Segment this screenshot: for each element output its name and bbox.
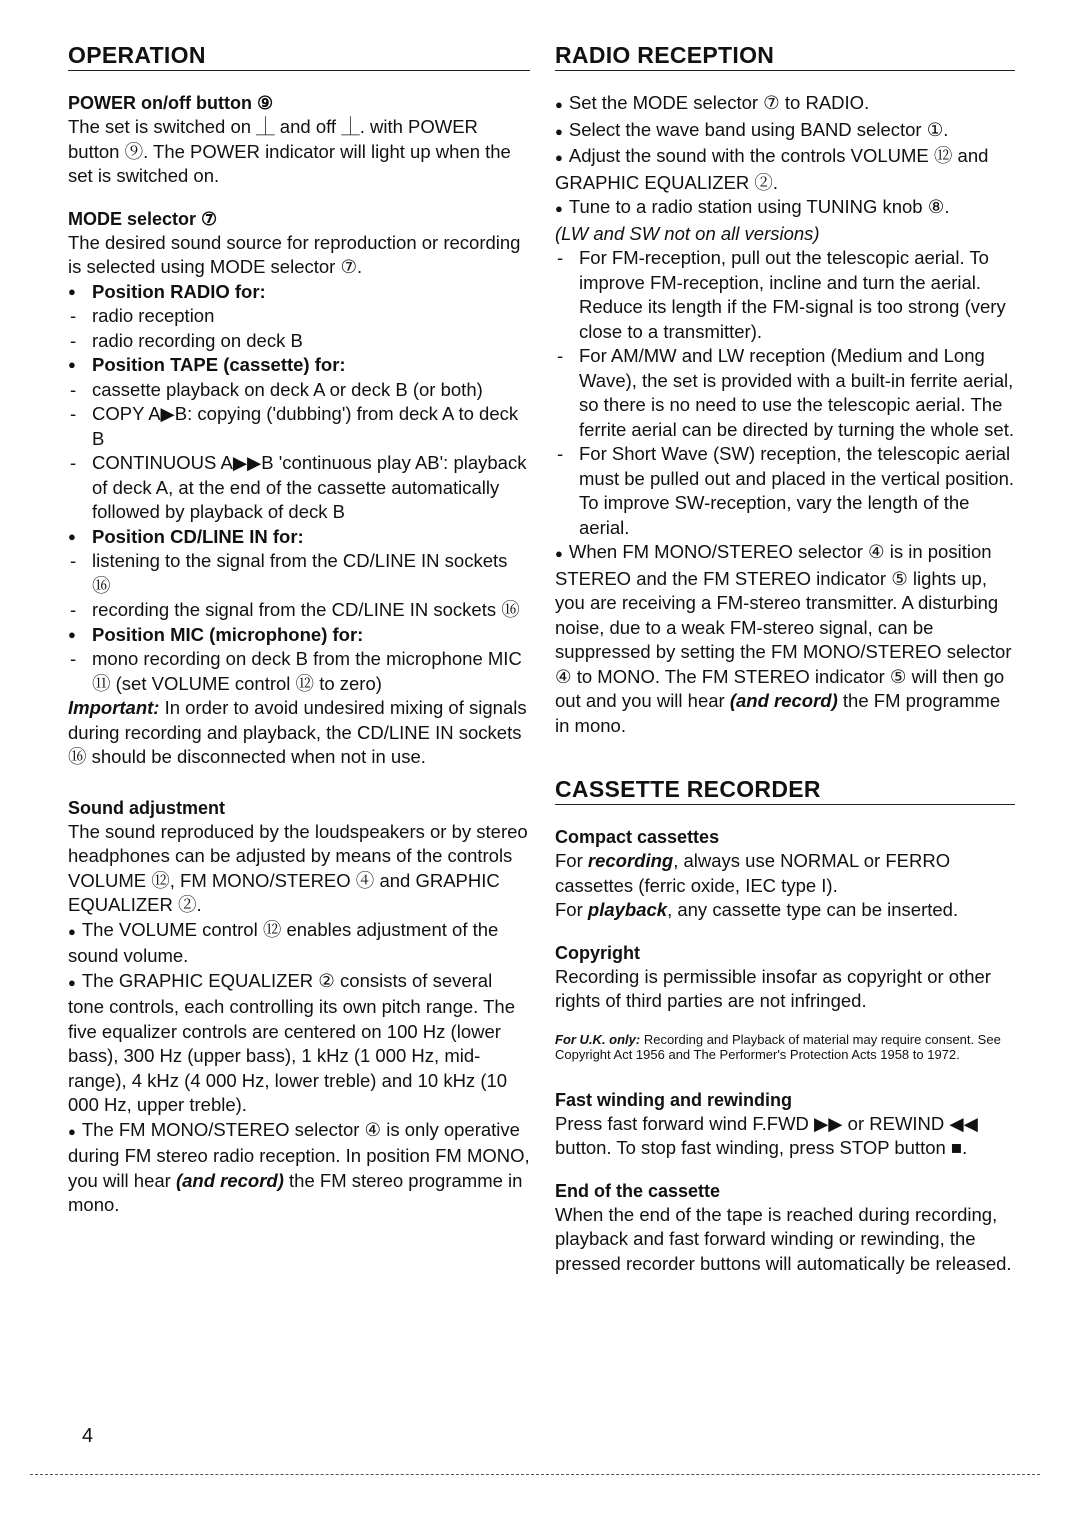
- compact-text: , always use NORMAL or FERRO cassettes (ferric oxide, IEC type I).: [555, 850, 951, 896]
- stereo-emphasis: (and record): [729, 690, 838, 711]
- power-text: The set is switched on ⏊ and off ⏊. with POWER button ⑨. The POWER indicator will light up when the set is switched on.: [68, 116, 511, 186]
- left-column: [68, 42, 530, 1218]
- playback-emphasis: playback: [587, 899, 668, 920]
- reception-tip: - For Short Wave (SW) reception, the telescopic aerial must be pulled out and placed in the vertical position. To improve SW-reception, vary the length of the aerial.: [555, 442, 1015, 540]
- tape-item: - CONTINUOUS A▶▶B 'continuous play AB': playback of deck A, at the end of the cassette automatically followed by playback of deck B: [68, 451, 530, 525]
- stereo-text-b: the FM programme in mono.: [555, 690, 1001, 736]
- mono-stereo-text-a: The FM MONO/STEREO selector ④ is only operative during FM stereo radio reception. In position FM MONO, you will hear: [68, 1118, 530, 1191]
- radio-reception-heading: RADIO RECEPTION: [555, 42, 1015, 71]
- cd-item: - listening to the signal from the CD/LINE IN sockets ⑯: [68, 549, 530, 598]
- compact-text: , any cassette type can be inserted.: [667, 899, 959, 920]
- important-label: Important:: [68, 697, 160, 718]
- sound-title: Sound adjustment: [68, 797, 225, 818]
- mic-item: - mono recording on deck B from the microphone MIC ⑪ (set VOLUME control ⑫ to zero): [68, 647, 530, 696]
- radio-item: - radio recording on deck B: [68, 329, 530, 354]
- mic-position-title: ● Position MIC (microphone) for:: [68, 623, 530, 648]
- tape-item: - cassette playback on deck A or deck B (or both): [68, 378, 530, 403]
- right-column: [555, 42, 1015, 1276]
- recording-emphasis: recording: [587, 850, 674, 871]
- radio-step: ● Select the wave band using BAND selector ①.: [555, 118, 1015, 145]
- uk-label: For U.K. only:: [555, 1031, 641, 1047]
- reception-tip: - For FM-reception, pull out the telescopic aerial. To improve FM-reception, incline and turn the aerial. Reduce its length if the FM-signal is too strong (very close to a transmitter).: [555, 246, 1015, 344]
- end-of-cassette-title: End of the cassette: [555, 1180, 721, 1201]
- mode-title: MODE selector ⑦: [68, 208, 218, 229]
- radio-step: ● Tune to a radio station using TUNING knob ⑧.: [555, 195, 1015, 222]
- cd-position-title: ● Position CD/LINE IN for:: [68, 525, 530, 550]
- tape-position-title: ● Position TAPE (cassette) for:: [68, 353, 530, 378]
- copyright-title: Copyright: [555, 942, 640, 963]
- winding-text: Press fast forward wind F.FWD ▶▶ or REWIND ◀◀ button. To stop fast winding, press STOP button ■.: [555, 1112, 978, 1158]
- mono-stereo-text-b: the FM stereo programme in mono.: [68, 1169, 523, 1215]
- stereo-text-a: When FM MONO/STEREO selector ④ is in position STEREO and the FM STEREO indicator ⑤ lights up, you are receiving a FM-stereo transmitter. A disturbing noise, due to a weak FM-stereo signal, can be suppressed by setting the FM MONO/STEREO selector ④ to MONO. The FM STEREO indicator ⑤ will then go out and you will hear: [555, 541, 1012, 711]
- compact-playback: [555, 898, 1015, 923]
- power-title: POWER on/off button ⑨: [68, 93, 274, 113]
- copyright-text: Recording is permissible insofar as copyright or other rights of third parties are not infringed.: [555, 965, 991, 1011]
- radio-position-title: ● Position RADIO for:: [68, 280, 530, 305]
- mono-stereo-emphasis: (and record): [175, 1169, 284, 1191]
- radio-step: ● Adjust the sound with the controls VOLUME ⑫ and GRAPHIC EQUALIZER ②.: [555, 144, 1015, 195]
- winding-title: Fast winding and rewinding: [555, 1089, 792, 1110]
- stereo-bullet: [555, 540, 1015, 738]
- mode-text: The desired sound source for reproduction or recording is selected using MODE selector ⑦.: [68, 231, 521, 277]
- operation-heading: OPERATION: [68, 42, 530, 71]
- cassette-recorder-heading: CASSETTE RECORDER: [555, 776, 1015, 805]
- versions-note: (LW and SW not on all versions): [555, 222, 820, 244]
- compact-title: Compact cassettes: [555, 827, 720, 847]
- uk-text: Recording and Playback of material may require consent. See Copyright Act 1956 and The Performer's Protection Acts 1958 to 1972.: [555, 1031, 1001, 1062]
- sound-bullet-volume: ● The VOLUME control ⑫ enables adjustment of the sound volume.: [68, 918, 530, 969]
- compact-text: For: [555, 899, 588, 920]
- page-number: 4: [82, 1425, 94, 1447]
- radio-item: - radio reception: [68, 304, 530, 329]
- sound-bullet-mono-stereo: [68, 1118, 530, 1218]
- reception-tip: - For AM/MW and LW reception (Medium and Long Wave), the set is provided with a built-in ferrite aerial, so there is no need to use the telescopic aerial. The ferrite aerial can be directed by turning the whole set.: [555, 344, 1015, 442]
- important-note: [68, 696, 530, 770]
- compact-text: For: [555, 850, 588, 871]
- footer-divider: [30, 1474, 1040, 1475]
- sound-bullet-equalizer: ● The GRAPHIC EQUALIZER ② consists of several tone controls, each controlling its own pitch range. The five equalizer controls are centered on 100 Hz (lower bass), 300 Hz (upper bass), 1 kHz (1 000 Hz, mid-range), 4 kHz (4 000 Hz, lower treble) and 10 kHz (10 000 Hz, upper treble).: [68, 969, 530, 1118]
- sound-text: The sound reproduced by the loudspeakers or by stereo headphones can be adjusted by means of the controls VOLUME ⑫, FM MONO/STEREO ④ and GRAPHIC EQUALIZER ②.: [68, 820, 528, 915]
- radio-step: ● Set the MODE selector ⑦ to RADIO.: [555, 91, 1015, 118]
- compact-recording: [555, 849, 1015, 898]
- cd-item: - recording the signal from the CD/LINE IN sockets ⑯: [68, 598, 530, 623]
- tape-item: - COPY A▶B: copying ('dubbing') from deck A to deck B: [68, 402, 530, 451]
- end-of-cassette-text: When the end of the tape is reached during recording, playback and fast forward winding or rewinding, the pressed recorder buttons will automatically be released.: [555, 1203, 1012, 1274]
- uk-note: [555, 1032, 1015, 1062]
- important-text: In order to avoid undesired mixing of signals during recording and playback, the CD/LINE IN sockets ⑯ should be disconnected when not in use.: [68, 697, 527, 767]
